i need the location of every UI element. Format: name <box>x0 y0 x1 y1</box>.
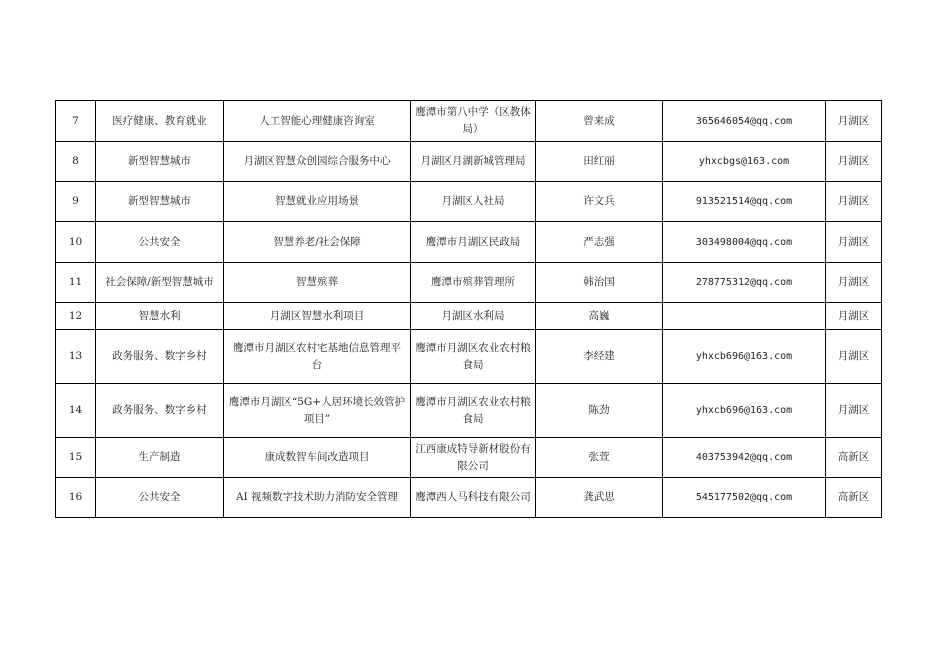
cell-number: 7 <box>56 101 96 142</box>
cell-district: 高新区 <box>826 478 882 518</box>
cell-email <box>663 303 826 330</box>
cell-project: 月湖区智慧众创园综合服务中心 <box>224 142 411 182</box>
table-row <box>56 222 882 263</box>
cell-project: 康成数智车间改造项目 <box>224 438 411 478</box>
cell-field: 生产制造 <box>96 438 224 478</box>
cell-field: 新型智慧城市 <box>96 182 224 222</box>
cell-number: 16 <box>56 478 96 518</box>
cell-project: 鹰潭市月湖区“5G+人居环境长效管护项目” <box>224 384 411 438</box>
cell-field: 政务服务、数字乡村 <box>96 384 224 438</box>
cell-number: 13 <box>56 330 96 384</box>
cell-project: 鹰潭市月湖区农村宅基地信息管理平台 <box>224 330 411 384</box>
cell-district: 高新区 <box>826 438 882 478</box>
cell-district: 月湖区 <box>826 330 882 384</box>
cell-number: 14 <box>56 384 96 438</box>
cell-email: yhxcbgs@163.com <box>663 142 826 182</box>
cell-contact: 龚武思 <box>536 478 663 518</box>
cell-field: 社会保障/新型智慧城市 <box>96 263 224 303</box>
cell-contact: 许文兵 <box>536 182 663 222</box>
cell-unit: 鹰潭市殡葬管理所 <box>411 263 536 303</box>
cell-email: yhxcb696@163.com <box>663 330 826 384</box>
cell-contact: 张萱 <box>536 438 663 478</box>
cell-district: 月湖区 <box>826 263 882 303</box>
table-row <box>56 303 882 330</box>
cell-email: 403753942@qq.com <box>663 438 826 478</box>
cell-unit: 月湖区月湖新城管理局 <box>411 142 536 182</box>
cell-district: 月湖区 <box>826 182 882 222</box>
cell-project: 人工智能心理健康咨询室 <box>224 101 411 142</box>
cell-unit: 鹰潭市月湖区农业农村粮食局 <box>411 384 536 438</box>
cell-field: 公共安全 <box>96 478 224 518</box>
cell-unit: 鹰潭市月湖区民政局 <box>411 222 536 263</box>
cell-field: 政务服务、数字乡村 <box>96 330 224 384</box>
cell-number: 12 <box>56 303 96 330</box>
cell-unit: 月湖区人社局 <box>411 182 536 222</box>
cell-contact: 高巍 <box>536 303 663 330</box>
cell-number: 11 <box>56 263 96 303</box>
cell-email: 303498004@qq.com <box>663 222 826 263</box>
cell-contact: 严志强 <box>536 222 663 263</box>
cell-contact: 曾来成 <box>536 101 663 142</box>
table-row <box>56 330 882 384</box>
cell-district: 月湖区 <box>826 101 882 142</box>
table-row <box>56 263 882 303</box>
cell-unit: 江西康成特导新材股份有限公司 <box>411 438 536 478</box>
cell-field: 公共安全 <box>96 222 224 263</box>
cell-unit: 鹰潭市月湖区农业农村粮食局 <box>411 330 536 384</box>
cell-contact: 陈劲 <box>536 384 663 438</box>
table-row <box>56 384 882 438</box>
cell-project: 智慧就业应用场景 <box>224 182 411 222</box>
cell-contact: 韩治国 <box>536 263 663 303</box>
table-row <box>56 101 882 142</box>
cell-number: 15 <box>56 438 96 478</box>
cell-email: 278775312@qq.com <box>663 263 826 303</box>
table-body <box>56 101 882 518</box>
cell-field: 新型智慧城市 <box>96 142 224 182</box>
cell-unit: 鹰潭市第八中学（区教体局） <box>411 101 536 142</box>
cell-email: 365646054@qq.com <box>663 101 826 142</box>
cell-field: 智慧水利 <box>96 303 224 330</box>
cell-district: 月湖区 <box>826 222 882 263</box>
table-row <box>56 182 882 222</box>
table-row <box>56 142 882 182</box>
cell-project: 月湖区智慧水利项目 <box>224 303 411 330</box>
cell-unit: 月湖区水利局 <box>411 303 536 330</box>
table-row <box>56 478 882 518</box>
cell-district: 月湖区 <box>826 142 882 182</box>
cell-number: 10 <box>56 222 96 263</box>
cell-contact: 李经建 <box>536 330 663 384</box>
cell-project: AI 视频数字技术助力消防安全管理 <box>224 478 411 518</box>
cell-field: 医疗健康、教育就业 <box>96 101 224 142</box>
cell-project: 智慧殡葬 <box>224 263 411 303</box>
cell-unit: 鹰潭西人马科技有限公司 <box>411 478 536 518</box>
cell-number: 8 <box>56 142 96 182</box>
cell-district: 月湖区 <box>826 384 882 438</box>
table-row <box>56 438 882 478</box>
cell-email: 913521514@qq.com <box>663 182 826 222</box>
cell-contact: 田红丽 <box>536 142 663 182</box>
project-table <box>55 100 882 518</box>
cell-project: 智慧养老/社会保障 <box>224 222 411 263</box>
cell-email: 545177502@qq.com <box>663 478 826 518</box>
cell-email: yhxcb696@163.com <box>663 384 826 438</box>
cell-number: 9 <box>56 182 96 222</box>
cell-district: 月湖区 <box>826 303 882 330</box>
